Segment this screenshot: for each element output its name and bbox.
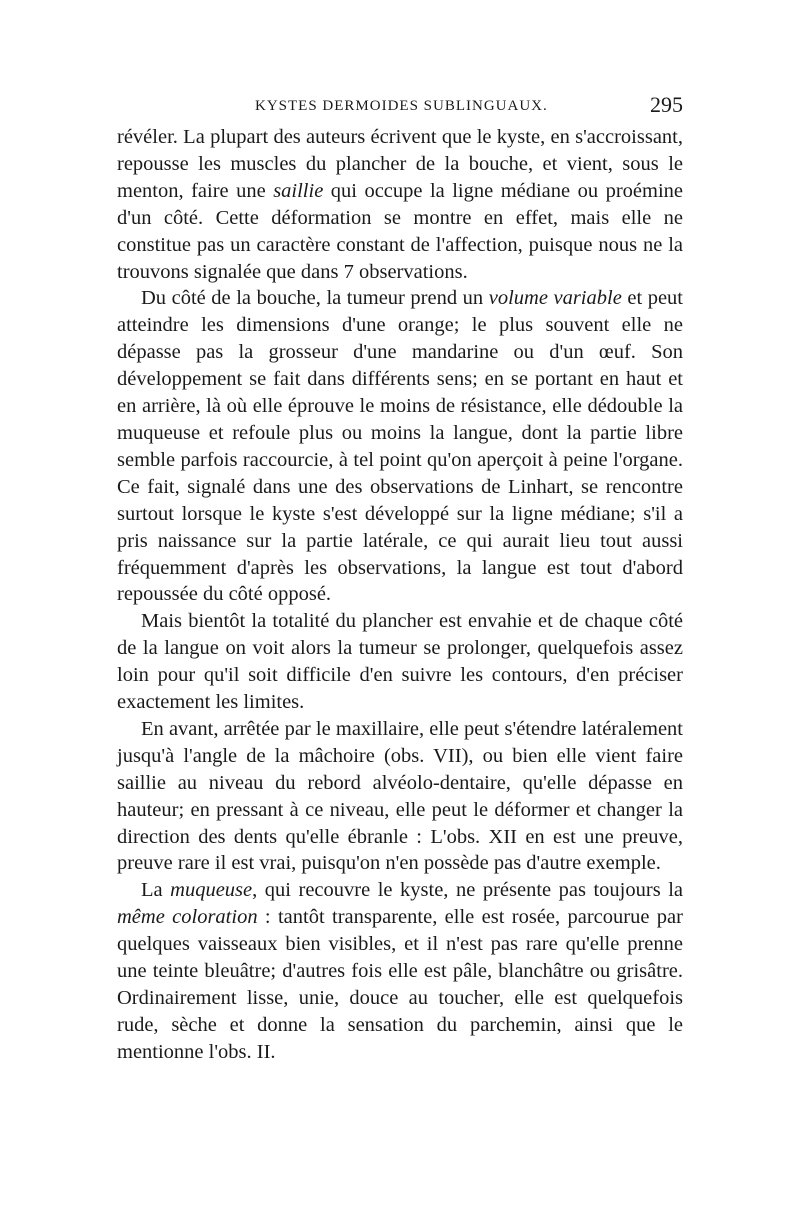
paragraph-3-text: Mais bientôt la totalité du plancher est envahie et de chaque côté de la langue on voit alors la tumeur se prolonger, quelquefois assez loin pour qu'il soit difficile d'en suivre les contours, d'en préciser exactement les limites. <box>117 610 683 714</box>
paragraph-1-text-b: qui occupe la ligne médiane ou proémine d'un côté. Cette déformation se montre en effet, mais elle ne constitue pas un caractère constant de l'affection, puisque nous ne la trouvons signalée que dans 7 observations. <box>117 179 683 283</box>
paragraph-1-text-a: révéler. La plupart des auteurs écrivent que le kyste, en s'accroissant, repousse les muscles du plancher de la bouche, et vient, sous le menton, faire une <box>117 126 683 202</box>
paragraph-1 <box>117 124 683 285</box>
paragraph-5-text-b: , qui recouvre le kyste, ne présente pas toujours la <box>252 879 683 902</box>
body-text <box>117 124 683 1066</box>
page-number: 295 <box>650 92 683 117</box>
term-muqueuse: muqueuse <box>170 879 253 902</box>
paragraph-5 <box>117 877 683 1065</box>
paragraph-2-text-a: Du côté de la bouche, la tumeur prend un <box>141 287 489 310</box>
paragraph-4-text: En avant, arrêtée par le maxillaire, elle peut s'étendre latéralement jusqu'à l'angle de la mâchoire (obs. VII), ou bien elle vient faire saillie au niveau du rebord alvéolo-dentaire, qu'elle dépasse en hauteur; en pressant à ce niveau, elle peut le déformer et changer la direction des dents qu'elle ébranle : L'obs. XII en est une preuve, preuve rare il est vrai, puisqu'on n'en possède pas d'autre exemple. <box>117 717 683 875</box>
paragraph-3 <box>117 608 683 716</box>
term-volume-variable: volume variable <box>488 287 622 310</box>
book-page <box>117 92 683 1066</box>
running-title: KYSTES DERMOIDES SUBLINGUAUX. <box>255 98 548 114</box>
running-head <box>117 92 683 124</box>
paragraph-2 <box>117 285 683 608</box>
paragraph-2-text-b: et peut atteindre les dimensions d'une orange; le plus souvent elle ne dépasse pas la grosseur d'une mandarine ou d'un œuf. Son développement se fait dans différents sens; en se portant en haut et en arrière, là où elle éprouve le moins de résistance, elle dédouble la muqueuse et refoule plus ou moins la langue, dont la partie libre semble parfois raccourcie, à tel point qu'on aperçoit à peine l'organe. Ce fait, signalé dans une des observations de Linhart, se rencontre surtout lorsque le kyste s'est développé sur la ligne médiane; s'il a pris naissance sur la partie latérale, ce qui aurait lieu tout aussi fréquemment d'après les observations, la langue est tout d'abord repoussée du côté opposé. <box>117 287 684 606</box>
paragraph-5-text-c: : tantôt transparente, elle est rosée, parcourue par quelques vaisseaux bien visibles, et il n'est pas rare qu'elle prenne une teinte bleuâtre; d'autres fois elle est pâle, blanchâtre ou grisâtre. Ordinairement lisse, unie, douce au toucher, elle est quelquefois rude, sèche et donne la sensation du parchemin, ainsi que le mentionne l'obs. II. <box>117 906 683 1063</box>
term-meme-coloration: même coloration <box>117 906 258 929</box>
paragraph-4 <box>117 716 683 877</box>
paragraph-5-text-a: La <box>141 879 171 902</box>
term-saillie: saillie <box>273 179 324 202</box>
